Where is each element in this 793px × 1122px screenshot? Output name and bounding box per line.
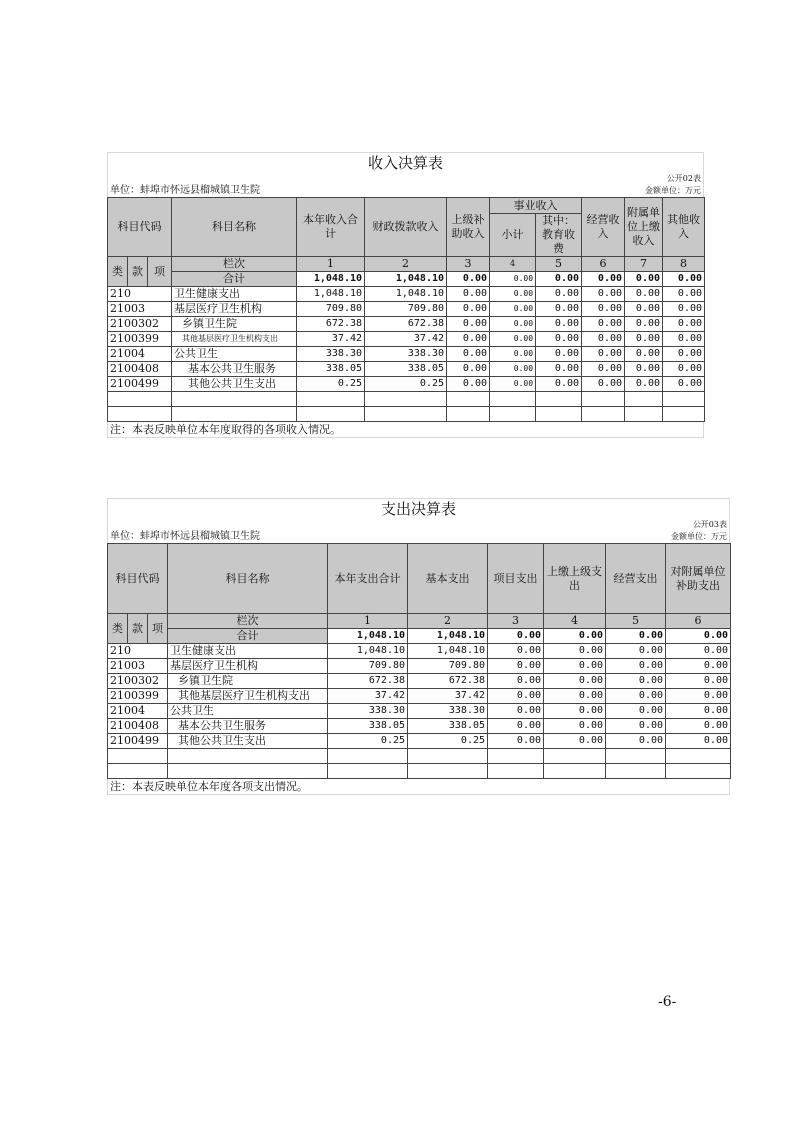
cell: 709.80 [408, 659, 488, 674]
cell-code: 210 [108, 287, 172, 302]
col-no: 4 [544, 614, 606, 629]
cell: 0.00 [666, 704, 731, 719]
expense-form-no: 公开03表 [692, 520, 727, 529]
hdr-lanci: 栏次 [172, 257, 297, 272]
cell-name: 基本公共卫生服务 [172, 362, 297, 377]
cell: 0.00 [490, 302, 536, 317]
empty-row [108, 407, 705, 422]
cell: 338.30 [365, 347, 447, 362]
hdr-operating: 经营收入 [582, 198, 625, 257]
cell: 0.00 [663, 362, 705, 377]
cell: 0.00 [666, 659, 731, 674]
cell: 0.00 [666, 689, 731, 704]
cell: 1,048.10 [328, 644, 408, 659]
cell: 0.00 [582, 332, 625, 347]
cell-code: 2100499 [108, 377, 172, 392]
cell: 0.00 [488, 734, 544, 749]
cell-name: 乡镇卫生院 [168, 674, 328, 689]
hdr-basic: 基本支出 [408, 544, 488, 614]
cell: 0.00 [625, 302, 663, 317]
cell: 0.00 [447, 272, 490, 287]
cell: 0.00 [666, 734, 731, 749]
cell: 0.00 [582, 377, 625, 392]
cell-name: 公共卫生 [168, 704, 328, 719]
hdr-lei: 类 [108, 614, 128, 644]
hdr-name: 科目名称 [168, 544, 328, 614]
cell: 0.00 [447, 377, 490, 392]
cell: 0.25 [365, 377, 447, 392]
hdr-total: 本年收入合计 [297, 198, 365, 257]
cell-name: 基层医疗卫生机构 [172, 302, 297, 317]
cell: 0.00 [625, 272, 663, 287]
table-row [108, 332, 705, 347]
cell-code: 2100408 [108, 362, 172, 377]
cell: 0.00 [663, 302, 705, 317]
cell: 0.00 [582, 302, 625, 317]
cell-name: 其他公共卫生支出 [168, 734, 328, 749]
cell: 0.00 [544, 719, 606, 734]
empty-row [108, 392, 705, 407]
cell: 0.00 [582, 317, 625, 332]
cell: 1,048.10 [328, 629, 408, 644]
cell: 338.30 [297, 347, 365, 362]
income-form-no: 公开02表 [666, 174, 701, 183]
cell: 0.00 [488, 689, 544, 704]
cell: 0.00 [536, 302, 582, 317]
cell: 0.00 [544, 644, 606, 659]
income-unit: 单位：蚌埠市怀远县榴城镇卫生院 [110, 185, 260, 196]
cell: 0.00 [488, 644, 544, 659]
cell: 0.00 [447, 302, 490, 317]
table-row [108, 302, 705, 317]
cell: 0.00 [447, 317, 490, 332]
cell: 1,048.10 [408, 644, 488, 659]
cell: 0.00 [536, 377, 582, 392]
cell: 0.25 [408, 734, 488, 749]
cell: 0.00 [606, 629, 666, 644]
cell: 37.42 [365, 332, 447, 347]
col-no: 7 [625, 257, 663, 272]
cell: 338.05 [297, 362, 365, 377]
hdr-kuan: 款 [128, 257, 148, 287]
cell: 0.00 [490, 377, 536, 392]
cell: 0.00 [488, 674, 544, 689]
cell: 709.80 [365, 302, 447, 317]
cell: 0.00 [488, 719, 544, 734]
cell: 1,048.10 [297, 287, 365, 302]
income-table [107, 197, 705, 422]
cell: 0.00 [536, 272, 582, 287]
cell: 0.00 [606, 719, 666, 734]
cell: 0.25 [297, 377, 365, 392]
col-no: 1 [328, 614, 408, 629]
cell-name: 其他基层医疗卫生机构支出 [168, 689, 328, 704]
expense-table [107, 543, 731, 779]
hdr-code: 科目代码 [108, 198, 172, 257]
table-row [108, 644, 731, 659]
table-row [108, 317, 705, 332]
cell: 0.00 [663, 332, 705, 347]
hdr-subtotal: 小计 [490, 214, 536, 257]
table-row [108, 689, 731, 704]
cell: 0.25 [328, 734, 408, 749]
hdr-affiliated: 对附属单位补助支出 [666, 544, 731, 614]
table-row [108, 347, 705, 362]
empty-row [108, 764, 731, 779]
cell: 1,048.10 [365, 287, 447, 302]
cell: 0.00 [625, 332, 663, 347]
cell: 37.42 [328, 689, 408, 704]
cell-name: 其他公共卫生支出 [172, 377, 297, 392]
col-no: 5 [536, 257, 582, 272]
page-number: -6- [658, 994, 677, 1010]
expense-title: 支出决算表 [107, 498, 730, 519]
cell: 0.00 [544, 704, 606, 719]
empty-row [108, 749, 731, 764]
table-row [108, 659, 731, 674]
hdr-subsidy: 上级补助收入 [447, 198, 490, 257]
cell-code: 2100399 [108, 689, 168, 704]
table-row [108, 734, 731, 749]
cell-code: 2100408 [108, 719, 168, 734]
cell-name: 公共卫生 [172, 347, 297, 362]
cell: 0.00 [625, 377, 663, 392]
cell: 0.00 [606, 689, 666, 704]
cell: 338.30 [328, 704, 408, 719]
hdr-edu: 其中：教育收费 [536, 214, 582, 257]
cell: 0.00 [488, 704, 544, 719]
hdr-kuan: 款 [128, 614, 148, 644]
hdr-name: 科目名称 [172, 198, 297, 257]
cell: 0.00 [544, 734, 606, 749]
cell: 0.00 [544, 659, 606, 674]
cell-code: 21003 [108, 302, 172, 317]
expense-statement [107, 498, 730, 795]
cell: 37.42 [297, 332, 365, 347]
cell: 0.00 [536, 347, 582, 362]
income-amount-unit: 金额单位：万元 [645, 186, 701, 195]
hdr-xiang: 项 [148, 257, 172, 287]
cell: 0.00 [447, 287, 490, 302]
cell: 0.00 [490, 272, 536, 287]
cell: 0.00 [666, 719, 731, 734]
cell: 0.00 [606, 674, 666, 689]
cell-name: 基层医疗卫生机构 [168, 659, 328, 674]
cell: 0.00 [536, 317, 582, 332]
cell: 0.00 [582, 287, 625, 302]
expense-unit: 单位：蚌埠市怀远县榴城镇卫生院 [110, 531, 260, 542]
col-no: 1 [297, 257, 365, 272]
table-row [108, 377, 705, 392]
table-row [108, 362, 705, 377]
cell: 0.00 [606, 704, 666, 719]
cell: 1,048.10 [297, 272, 365, 287]
cell-name: 卫生健康支出 [172, 287, 297, 302]
cell-name: 乡镇卫生院 [172, 317, 297, 332]
cell: 672.38 [297, 317, 365, 332]
cell-name: 卫生健康支出 [168, 644, 328, 659]
hdr-total: 本年支出合计 [328, 544, 408, 614]
income-title: 收入决算表 [107, 152, 704, 173]
cell: 0.00 [663, 317, 705, 332]
total-label: 合计 [168, 629, 328, 644]
hdr-lei: 类 [108, 257, 128, 287]
cell: 672.38 [328, 674, 408, 689]
cell: 0.00 [490, 317, 536, 332]
table-row [108, 287, 705, 302]
cell: 0.00 [447, 362, 490, 377]
hdr-xiang: 项 [148, 614, 168, 644]
cell: 0.00 [666, 644, 731, 659]
hdr-upper: 上缴上级支出 [544, 544, 606, 614]
cell: 0.00 [536, 287, 582, 302]
hdr-affiliated: 附属单位上缴收入 [625, 198, 663, 257]
cell: 0.00 [447, 347, 490, 362]
cell: 0.00 [582, 362, 625, 377]
cell: 0.00 [490, 287, 536, 302]
cell: 0.00 [666, 674, 731, 689]
col-no: 6 [666, 614, 731, 629]
cell: 0.00 [663, 287, 705, 302]
cell: 0.00 [666, 629, 731, 644]
col-no: 5 [606, 614, 666, 629]
cell-name: 基本公共卫生服务 [168, 719, 328, 734]
hdr-lanci: 栏次 [168, 614, 328, 629]
expense-total-row [108, 629, 731, 644]
income-note: 注：本表反映单位本年度取得的各项收入情况。 [107, 422, 704, 438]
income-total-row [108, 272, 705, 287]
table-row [108, 704, 731, 719]
cell: 338.05 [408, 719, 488, 734]
cell: 0.00 [490, 332, 536, 347]
cell-code: 21004 [108, 347, 172, 362]
cell: 0.00 [625, 347, 663, 362]
hdr-code: 科目代码 [108, 544, 168, 614]
cell: 0.00 [490, 362, 536, 377]
cell: 338.05 [365, 362, 447, 377]
cell: 0.00 [544, 674, 606, 689]
hdr-fiscal: 财政拨款收入 [365, 198, 447, 257]
table-row [108, 674, 731, 689]
cell: 0.00 [582, 347, 625, 362]
cell: 338.30 [408, 704, 488, 719]
col-no: 4 [490, 257, 536, 272]
cell: 672.38 [365, 317, 447, 332]
cell: 0.00 [488, 629, 544, 644]
hdr-other: 其他收入 [663, 198, 705, 257]
cell: 0.00 [663, 272, 705, 287]
cell: 37.42 [408, 689, 488, 704]
hdr-operating: 经营支出 [606, 544, 666, 614]
cell: 0.00 [606, 659, 666, 674]
expense-note: 注：本表反映单位本年度各项支出情况。 [107, 779, 730, 795]
cell-name: 其他基层医疗卫生机构支出 [172, 332, 297, 347]
cell: 0.00 [625, 287, 663, 302]
cell: 0.00 [625, 362, 663, 377]
col-no: 6 [582, 257, 625, 272]
cell: 709.80 [297, 302, 365, 317]
total-label: 合计 [172, 272, 297, 287]
cell: 672.38 [408, 674, 488, 689]
cell: 0.00 [544, 689, 606, 704]
cell: 338.05 [328, 719, 408, 734]
hdr-project: 项目支出 [488, 544, 544, 614]
cell: 0.00 [488, 659, 544, 674]
col-no: 8 [663, 257, 705, 272]
cell: 0.00 [663, 377, 705, 392]
cell: 1,048.10 [365, 272, 447, 287]
cell: 0.00 [606, 644, 666, 659]
cell-code: 2100399 [108, 332, 172, 347]
cell: 0.00 [582, 272, 625, 287]
cell: 0.00 [536, 332, 582, 347]
cell: 0.00 [447, 332, 490, 347]
cell-code: 21003 [108, 659, 168, 674]
cell-code: 21004 [108, 704, 168, 719]
col-no: 3 [447, 257, 490, 272]
cell-code: 210 [108, 644, 168, 659]
cell: 0.00 [536, 362, 582, 377]
cell: 0.00 [606, 734, 666, 749]
cell-code: 2100302 [108, 317, 172, 332]
col-no: 2 [408, 614, 488, 629]
cell: 0.00 [544, 629, 606, 644]
cell: 0.00 [625, 317, 663, 332]
cell: 0.00 [663, 347, 705, 362]
cell: 1,048.10 [408, 629, 488, 644]
cell-code: 2100499 [108, 734, 168, 749]
col-no: 2 [365, 257, 447, 272]
col-no: 3 [488, 614, 544, 629]
cell: 709.80 [328, 659, 408, 674]
expense-amount-unit: 金额单位：万元 [671, 532, 727, 541]
hdr-career: 事业收入 [490, 198, 582, 214]
table-row [108, 719, 731, 734]
income-statement [107, 152, 704, 438]
cell-code: 2100302 [108, 674, 168, 689]
cell: 0.00 [490, 347, 536, 362]
